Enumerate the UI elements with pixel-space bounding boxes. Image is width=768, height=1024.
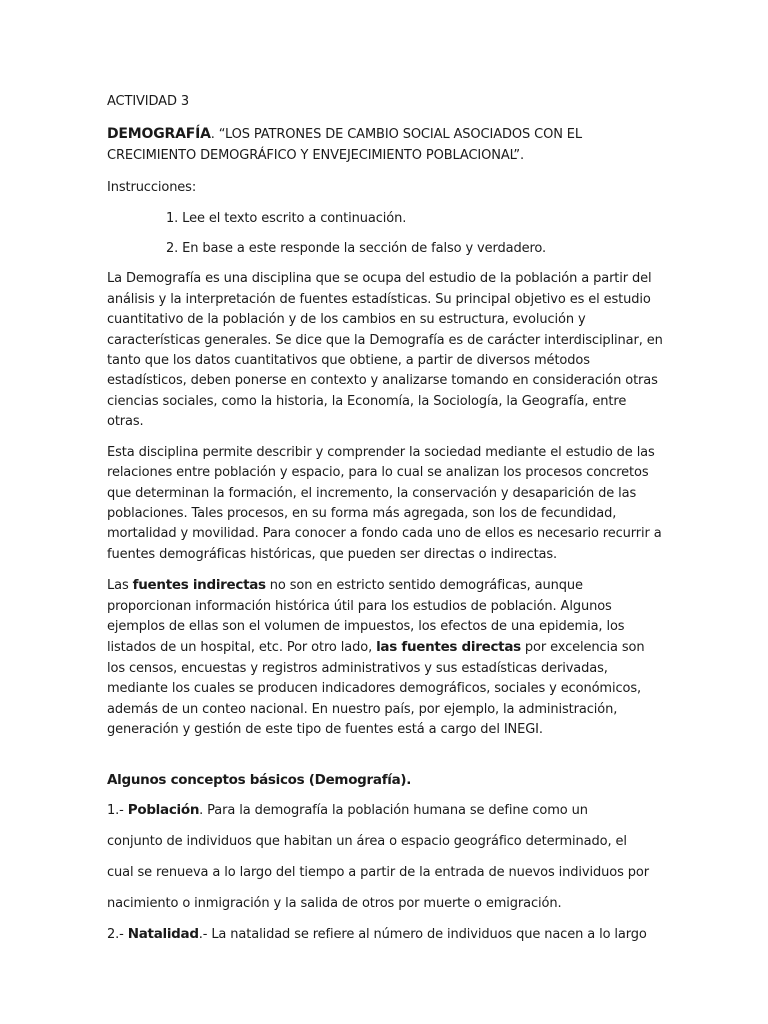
paragraph-1: La Demografía es una disciplina que se ocupa del estudio de la población a partir del análisis y la interpretación de fuentes estadísticas. Su principal objetivo es el estudio cuantitativo de la población y de los cambios en su estructura, evolución y características generales. Se dice que la Demografía es de carácter interdisciplinar, en tanto que los datos cuantitativos que obtiene, a partir de diversos métodos estadísticos, deben ponerse en contexto y analizarse tomando en consideración otras ciencias sociales, como la historia, la Economía, la Sociología, la Geografía, entre otras.	[107, 271, 663, 430]
concept-natalidad	[107, 924, 663, 945]
concept-line	[107, 800, 663, 821]
concept-number: 1.-	[107, 802, 128, 818]
concept-text: .- La natalidad se refiere al número de individuos que nacen a lo largo	[198, 927, 647, 943]
concept-number: 2.-	[107, 927, 128, 943]
concept-text: . Para la demografía la población humana se define como un	[199, 802, 588, 818]
title-bold: DEMOGRAFÍA	[107, 126, 211, 143]
instruction-item: 2. En base a este responde la sección de falso y verdadero.	[166, 241, 547, 257]
bold-fuentes-directas: las fuentes directas	[376, 639, 521, 656]
concept-line: cual se renueva a lo largo del tiempo a partir de la entrada de nuevos individuos por	[107, 864, 649, 880]
paragraph-2: Esta disciplina permite describir y comprender la sociedad mediante el estudio de las relaciones entre población y espacio, para lo cual se analizan los procesos concretos que determinan la formación, el incremento, la conservación y desaparición de las poblaciones. Tales procesos, en su forma más agregada, son los de fecundidad, mortalidad y movilidad. Para conocer a fondo cada uno de ellos es necesario recurrir a fuentes demográficas históricas, que pueden ser directas o indirectas.	[107, 444, 662, 562]
bold-fuentes-indirectas: fuentes indirectas	[132, 577, 266, 594]
title-rest: . “LOS PATRONES DE CAMBIO SOCIAL ASOCIADOS CON EL CRECIMIENTO DEMOGRÁFICO Y ENVEJECIMIENTO POBLACIONAL”.	[107, 127, 583, 163]
paragraph-3-text: por excelencia son los censos, encuestas y registros administrativos y sus estadísticas derivadas, mediante los cuales se producen indicadores demográficos, sociales y económicos, además de un conteo nacional. En nuestro país, por ejemplo, la administración, generación y gestión de este tipo de fuentes está a cargo del INEGI.	[107, 640, 645, 737]
concept-term: Población	[127, 801, 200, 818]
paragraph-3-text: no son en estricto sentido demográficas, aunque proporcionan información histórica útil para los estudios de población. Algunos ejemplos de ellas son el volumen de impuestos, los efectos de una epidemia, los listados de un hospital, etc. Por otro lado,	[107, 578, 625, 656]
document-title	[107, 124, 663, 166]
paragraph-3-text: Las	[107, 578, 133, 594]
concept-term: Natalidad	[127, 926, 199, 943]
activity-heading: ACTIVIDAD 3	[107, 94, 190, 109]
paragraph-3	[107, 575, 663, 740]
instructions-list	[107, 209, 663, 260]
concept-line: conjunto de individuos que habitan un área o espacio geográfico determinado, el	[107, 833, 627, 849]
instructions-label: Instrucciones:	[107, 180, 197, 196]
document-body	[107, 92, 663, 956]
section-heading: Algunos conceptos básicos (Demografía).	[107, 772, 412, 789]
concept-poblacion	[107, 800, 663, 914]
concept-line	[107, 924, 663, 945]
instruction-item: 1. Lee el texto escrito a continuación.	[166, 210, 407, 226]
concept-line: nacimiento o inmigración y la salida de otros por muerte o emigración.	[107, 895, 562, 911]
